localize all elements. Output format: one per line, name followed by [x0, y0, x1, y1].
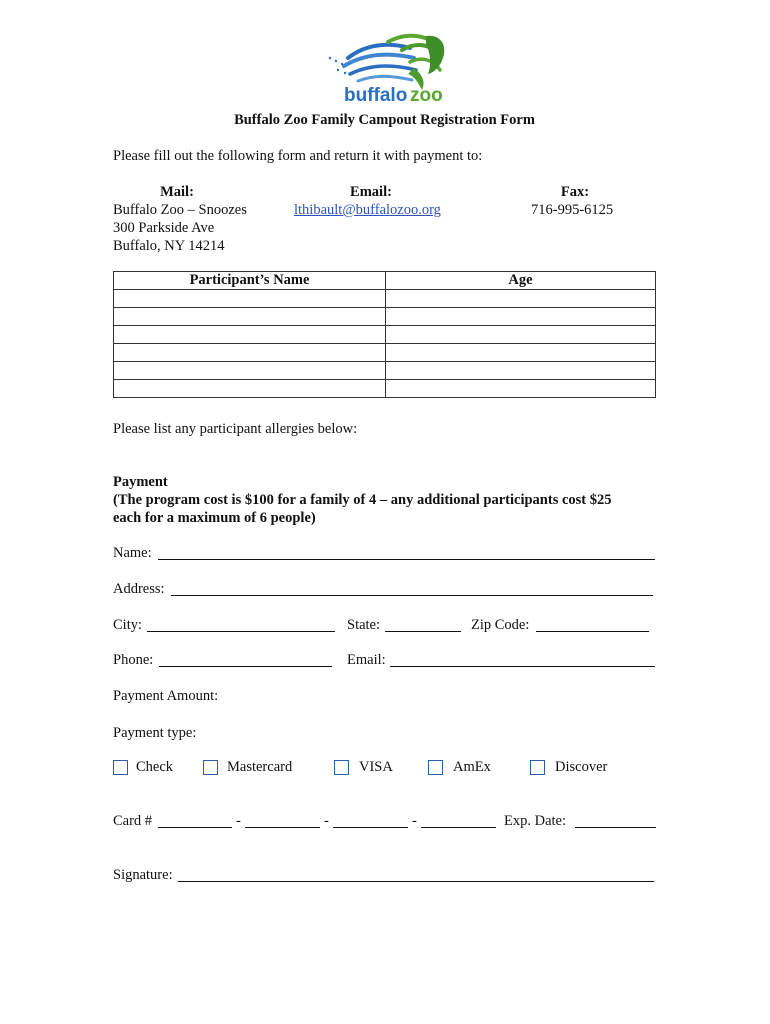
- state-label: State:: [347, 617, 381, 633]
- signature-line[interactable]: [178, 867, 654, 882]
- mastercard-option-label: Mastercard: [227, 759, 293, 775]
- table-row: [114, 344, 656, 362]
- card-dash-1: -: [236, 813, 241, 829]
- card-dash-3: -: [412, 813, 417, 829]
- participant-name-cell[interactable]: [114, 380, 386, 398]
- state-line[interactable]: [385, 617, 461, 632]
- email-link[interactable]: lthibault@buffalozoo.org: [294, 202, 441, 218]
- buffalo-zoo-logo-graphic: [318, 24, 454, 108]
- exp-date-label: Exp. Date:: [504, 813, 567, 829]
- participant-name-header: Participant’s Name: [114, 272, 386, 290]
- zip-line[interactable]: [536, 617, 649, 632]
- table-row: [114, 290, 656, 308]
- visa-checkbox[interactable]: [334, 760, 349, 775]
- form-title: Buffalo Zoo Family Campout Registration Form: [234, 112, 535, 128]
- participants-table: [113, 271, 656, 398]
- payment-note-line-2: each for a maximum of 6 people): [113, 510, 316, 526]
- table-row: [114, 380, 656, 398]
- address-line[interactable]: [171, 581, 653, 596]
- age-cell[interactable]: [386, 344, 656, 362]
- mail-line-3: Buffalo, NY 14214: [113, 238, 225, 254]
- card-segment-4[interactable]: [421, 813, 496, 828]
- card-dash-2: -: [324, 813, 329, 829]
- discover-checkbox[interactable]: [530, 760, 545, 775]
- age-cell[interactable]: [386, 308, 656, 326]
- intro-text: Please fill out the following form and return it with payment to:: [113, 148, 483, 164]
- age-cell[interactable]: [386, 326, 656, 344]
- age-cell[interactable]: [386, 290, 656, 308]
- name-label: Name:: [113, 545, 152, 561]
- buffalo-zoo-logo: [318, 24, 454, 108]
- phone-label: Phone:: [113, 652, 154, 668]
- table-row: [114, 362, 656, 380]
- participant-name-cell[interactable]: [114, 308, 386, 326]
- mail-line-2: 300 Parkside Ave: [113, 220, 215, 236]
- participant-name-cell[interactable]: [114, 326, 386, 344]
- svg-text:zoo: zoo: [410, 85, 443, 106]
- mail-label: Mail:: [160, 184, 194, 200]
- svg-text:buffalo: buffalo: [344, 85, 408, 106]
- mail-line-1: Buffalo Zoo – Snoozes: [113, 202, 247, 218]
- age-cell[interactable]: [386, 362, 656, 380]
- email-label: Email:: [350, 184, 392, 200]
- age-cell[interactable]: [386, 380, 656, 398]
- fax-label: Fax:: [560, 184, 590, 200]
- exp-date-line[interactable]: [575, 813, 656, 828]
- payment-type-label: Payment type:: [113, 725, 197, 741]
- payment-heading: Payment: [113, 474, 168, 490]
- signature-label: Signature:: [113, 867, 173, 883]
- check-option-label: Check: [136, 759, 174, 775]
- name-line[interactable]: [158, 545, 655, 560]
- table-row: [114, 308, 656, 326]
- email-field-label: Email:: [347, 652, 386, 668]
- amex-checkbox[interactable]: [428, 760, 443, 775]
- city-label: City:: [113, 617, 143, 633]
- allergies-label: Please list any participant allergies below:: [113, 421, 358, 437]
- table-header-row: [114, 272, 656, 290]
- participant-name-cell[interactable]: [114, 290, 386, 308]
- city-line[interactable]: [147, 617, 335, 632]
- card-segment-2[interactable]: [245, 813, 320, 828]
- participant-name-cell[interactable]: [114, 362, 386, 380]
- check-checkbox[interactable]: [113, 760, 128, 775]
- age-header: Age: [386, 272, 656, 290]
- amex-option-label: AmEx: [453, 759, 491, 775]
- email-line[interactable]: [390, 652, 655, 667]
- card-segment-3[interactable]: [333, 813, 408, 828]
- phone-line[interactable]: [159, 652, 332, 667]
- fax-number: 716-995-6125: [531, 202, 614, 218]
- discover-option-label: Discover: [555, 759, 608, 775]
- mastercard-checkbox[interactable]: [203, 760, 218, 775]
- card-segment-1[interactable]: [158, 813, 232, 828]
- address-label: Address:: [113, 581, 165, 597]
- table-row: [114, 326, 656, 344]
- visa-option-label: VISA: [359, 759, 393, 775]
- card-number-label: Card #: [113, 813, 153, 829]
- zip-label: Zip Code:: [471, 617, 530, 633]
- participant-name-cell[interactable]: [114, 344, 386, 362]
- payment-note-line-1: (The program cost is $100 for a family of 4 – any additional participants cost $25: [113, 492, 612, 508]
- payment-amount-label: Payment Amount:: [113, 688, 219, 704]
